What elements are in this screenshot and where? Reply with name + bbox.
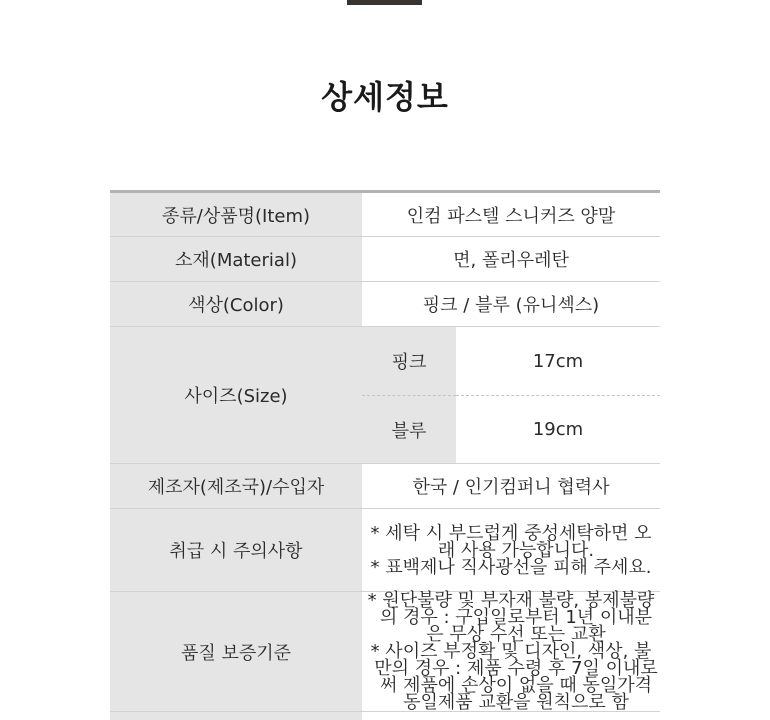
color-value: 핑크 / 블루 (유니섹스) [362, 282, 660, 327]
table-row-care [110, 509, 660, 592]
maker-value: 한국 / 인기컴퍼니 협력사 [362, 464, 660, 509]
care-note: * 세탁 시 부드럽게 중성세탁하면 오래 사용 가능합니다. [370, 522, 652, 561]
care-note: * 표백제나 직사광선을 피해 주세요. [370, 556, 652, 578]
care-label: 취급 시 주의사항 [110, 509, 362, 592]
quality-note: * 원단불량 및 부자재 불량, 봉제불량의 경우 : 구입일로부터 1년 이내분은 무상 수선 또는 교환 [367, 590, 655, 645]
quality-label: 품질 보증기준 [110, 592, 362, 712]
size-option-size: 17cm [456, 327, 660, 396]
care-notes [362, 509, 660, 592]
item-value: 인컴 파스텔 스니커즈 양말 [362, 192, 660, 237]
next-row-label [110, 712, 362, 720]
color-label: 색상(Color) [110, 282, 362, 327]
material-value: 면, 폴리우레탄 [362, 237, 660, 282]
quality-note: * 사이즈 부정확 및 디자인, 색상, 불만의 경우 : 제품 수령 후 7일 이내로써 제품에 손상이 없을 때 동일가격 동일제품 교환을 원칙으로 함 [370, 641, 658, 713]
page-title: 상세정보 [321, 78, 449, 116]
size-label: 사이즈(Size) [110, 327, 362, 464]
table-row-color [110, 282, 660, 327]
table-row-size [110, 327, 660, 464]
size-option-color: 블루 [362, 396, 456, 464]
table-row-quality [110, 592, 660, 712]
size-option-row [362, 327, 660, 396]
product-info-table [110, 190, 660, 720]
size-options [362, 327, 660, 464]
size-option-color: 핑크 [362, 327, 456, 396]
top-accent-bar [347, 0, 422, 5]
item-label: 종류/상품명(Item) [110, 192, 362, 237]
quality-notes [362, 592, 660, 712]
table-row-maker [110, 464, 660, 509]
size-option-size: 19cm [532, 419, 584, 440]
table-row-material [110, 237, 660, 282]
maker-label: 제조자(제조국)/수입자 [110, 464, 362, 509]
size-option-row [362, 396, 660, 464]
size-grid [362, 327, 660, 463]
table-row-item [110, 192, 660, 237]
material-label: 소재(Material) [110, 237, 362, 282]
